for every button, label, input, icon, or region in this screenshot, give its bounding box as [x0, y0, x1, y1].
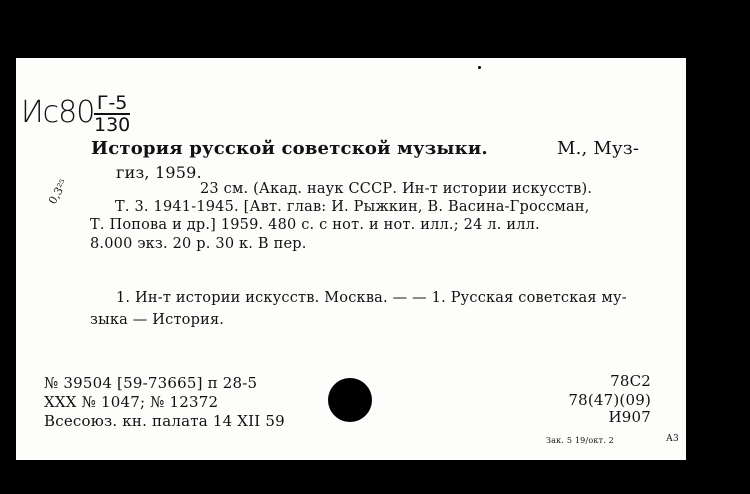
footer-left-line-2: XXX № 1047; № 12372: [44, 393, 219, 411]
print-mark-2: А3: [666, 434, 679, 444]
book-title: История русской советской музыки.: [91, 138, 488, 159]
subject-heading-1: 1. Ин-т истории искусств. Москва. — — 1. Русская советская му-: [116, 290, 627, 306]
print-mark: Зак. 5 19/окт. 2: [546, 436, 614, 445]
shelf-fraction: [94, 94, 130, 135]
shelf-denominator: 130: [94, 114, 131, 136]
description-line-3: 23 см. (Акад. наук СССР. Ин-т истории искусств).: [200, 181, 593, 197]
catalog-card: [16, 58, 686, 460]
publisher-part-b: гиз, 1959.: [116, 163, 202, 182]
description-line-5: Т. Попова и др.] 1959. 480 с. с нот. и нот. илл.; 24 л. илл.: [90, 217, 540, 233]
publisher-part-a: М., Муз-: [557, 138, 640, 159]
footer-right-line-1: 78С2: [610, 372, 651, 390]
footer-right-line-3: И907: [608, 408, 651, 426]
side-mark: 0,3²⁵: [46, 177, 71, 207]
footer-left-line-1: № 39504 [59-73665] п 28-5: [44, 374, 258, 392]
punch-hole-stamp: [328, 378, 372, 422]
speck: [478, 66, 481, 69]
footer-right-line-2: 78(47)(09): [568, 391, 651, 409]
footer-left-line-3: Всесоюз. кн. палата 14 XII 59: [44, 412, 285, 430]
call-number: Ис80: [21, 95, 95, 130]
description-line-6: 8.000 экз. 20 р. 30 к. В пер.: [90, 236, 307, 252]
subject-heading-2: зыка — История.: [90, 312, 225, 328]
description-line-4: Т. 3. 1941-1945. [Авт. глав: И. Рыжкин, В. Васина-Гроссман,: [115, 199, 590, 215]
shelf-numerator: Г-5: [94, 94, 130, 115]
